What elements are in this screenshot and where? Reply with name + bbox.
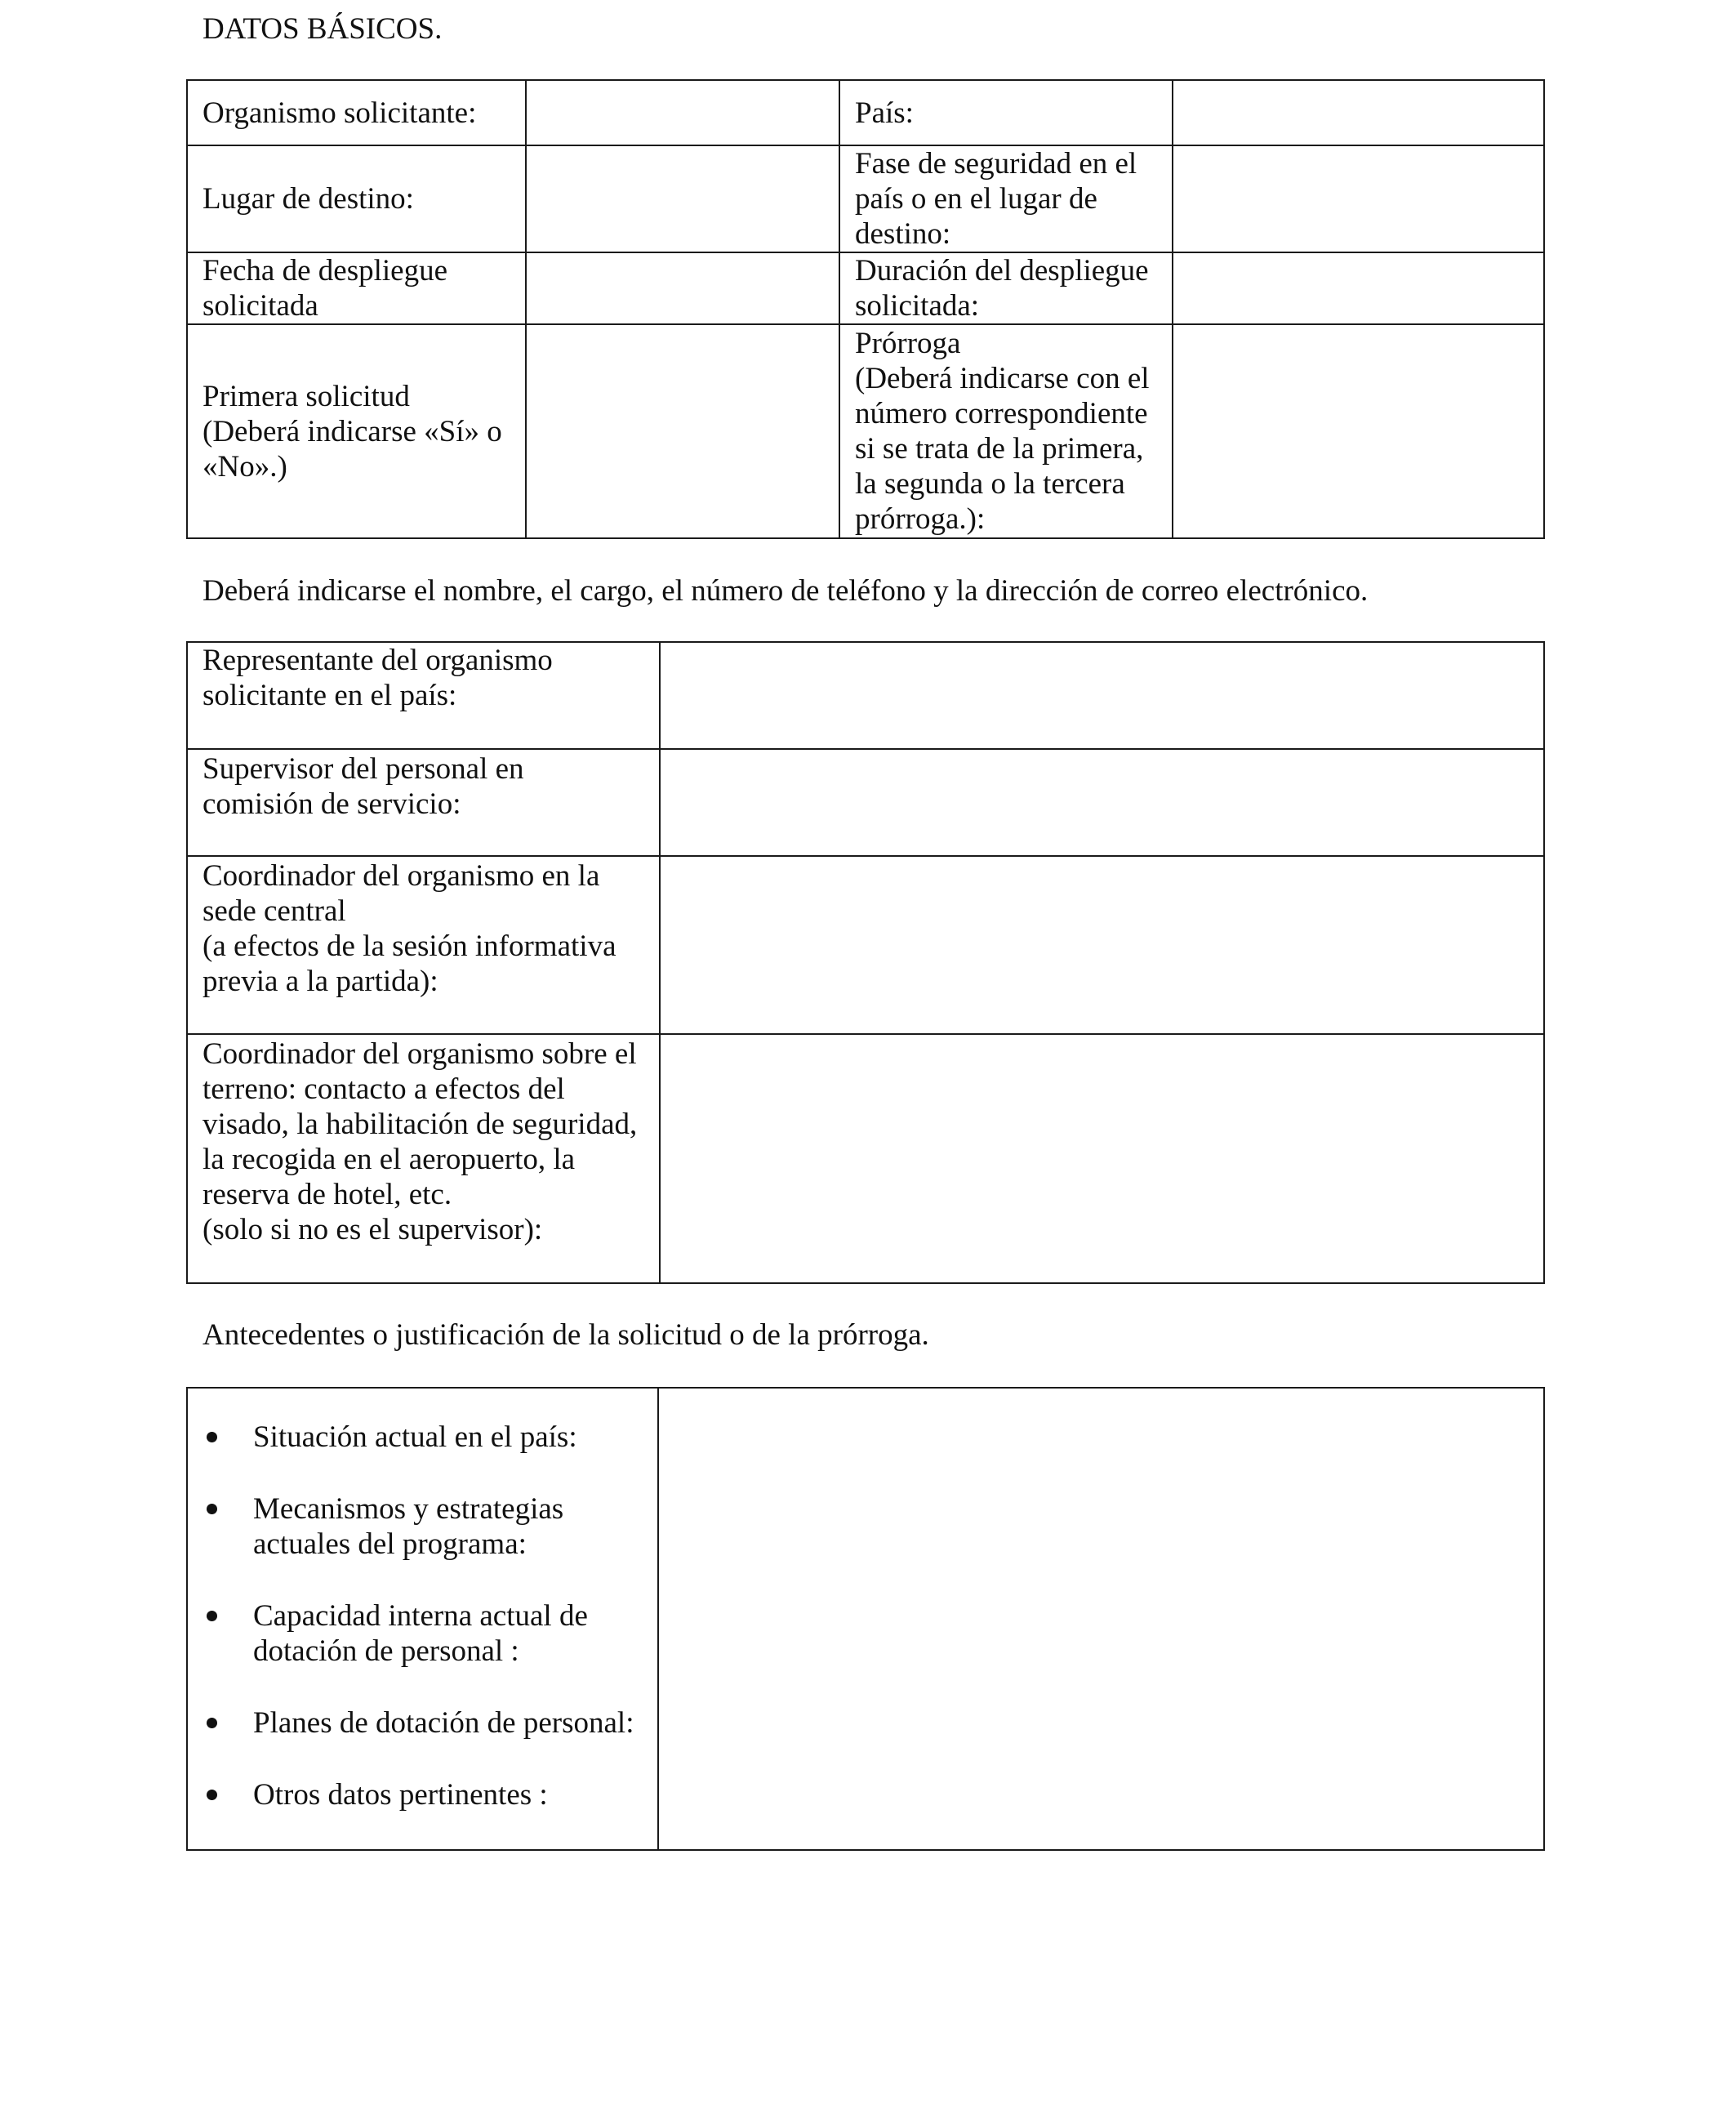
section-heading: DATOS BÁSICOS. [203, 12, 443, 46]
hq-coordinator-field[interactable] [660, 856, 1544, 1034]
bullet-icon [207, 1432, 217, 1442]
requested-duration-label: Duración del despliegue solicitada: [839, 252, 1173, 324]
table-row [187, 145, 1544, 252]
duty-station-label: Lugar de destino: [187, 145, 526, 252]
extension-field[interactable] [1173, 324, 1544, 538]
contacts-instruction: Deberá indicarse el nombre, el cargo, el número de teléfono y la dirección de correo electrónico. [203, 574, 1369, 608]
representative-field[interactable] [660, 642, 1544, 749]
basic-data-table [186, 79, 1545, 539]
country-field[interactable] [1173, 80, 1544, 145]
contacts-table [186, 641, 1545, 1284]
bullet-icon [207, 1611, 217, 1621]
bullet-icon [207, 1790, 217, 1800]
security-phase-field[interactable] [1173, 145, 1544, 252]
supervisor-label: Supervisor del personal en comisión de servicio: [187, 749, 660, 856]
supervisor-field[interactable] [660, 749, 1544, 856]
background-table [186, 1387, 1545, 1851]
requesting-agency-field[interactable] [526, 80, 839, 145]
background-field[interactable] [658, 1388, 1544, 1850]
background-items-cell [187, 1388, 658, 1850]
table-row [187, 324, 1544, 538]
list-item: Situación actual en el país: [204, 1420, 644, 1455]
table-row [187, 856, 1544, 1034]
field-coordinator-label: Coordinador del organismo sobre el terreno: contacto a efectos del visado, la habilitación de seguridad, la recogida en el aeropuerto, la reserva de hotel, etc. (solo si no es el supervisor): [187, 1034, 660, 1283]
table-row [187, 1388, 1544, 1850]
duty-station-field[interactable] [526, 145, 839, 252]
table-row [187, 1034, 1544, 1283]
requested-duration-field[interactable] [1173, 252, 1544, 324]
table-row [187, 252, 1544, 324]
bullet-icon [207, 1718, 217, 1728]
representative-label: Representante del organismo solicitante en el país: [187, 642, 660, 749]
requested-date-field[interactable] [526, 252, 839, 324]
bullet-icon [207, 1504, 217, 1514]
first-request-field[interactable] [526, 324, 839, 538]
hq-coordinator-label: Coordinador del organismo en la sede central (a efectos de la sesión informativa previa a la partida): [187, 856, 660, 1034]
list-item: Capacidad interna actual de dotación de personal : [204, 1598, 644, 1669]
background-bullet-list [204, 1420, 644, 1812]
field-coordinator-field[interactable] [660, 1034, 1544, 1283]
table-row [187, 749, 1544, 856]
table-row [187, 80, 1544, 145]
list-item: Otros datos pertinentes : [204, 1777, 644, 1812]
list-item: Planes de dotación de personal: [204, 1705, 644, 1741]
extension-label: Prórroga (Deberá indicarse con el número correspondiente si se trata de la primera, la segunda o la tercera prórroga.): [839, 324, 1173, 538]
background-instruction: Antecedentes o justificación de la solicitud o de la prórroga. [203, 1318, 929, 1352]
requesting-agency-label: Organismo solicitante: [187, 80, 526, 145]
country-label: País: [839, 80, 1173, 145]
table-row [187, 642, 1544, 749]
requested-date-label: Fecha de despliegue solicitada [187, 252, 526, 324]
security-phase-label: Fase de seguridad en el país o en el lugar de destino: [839, 145, 1173, 252]
first-request-label: Primera solicitud (Deberá indicarse «Sí» o «No».) [187, 324, 526, 538]
list-item: Mecanismos y estrategias actuales del programa: [204, 1491, 644, 1562]
